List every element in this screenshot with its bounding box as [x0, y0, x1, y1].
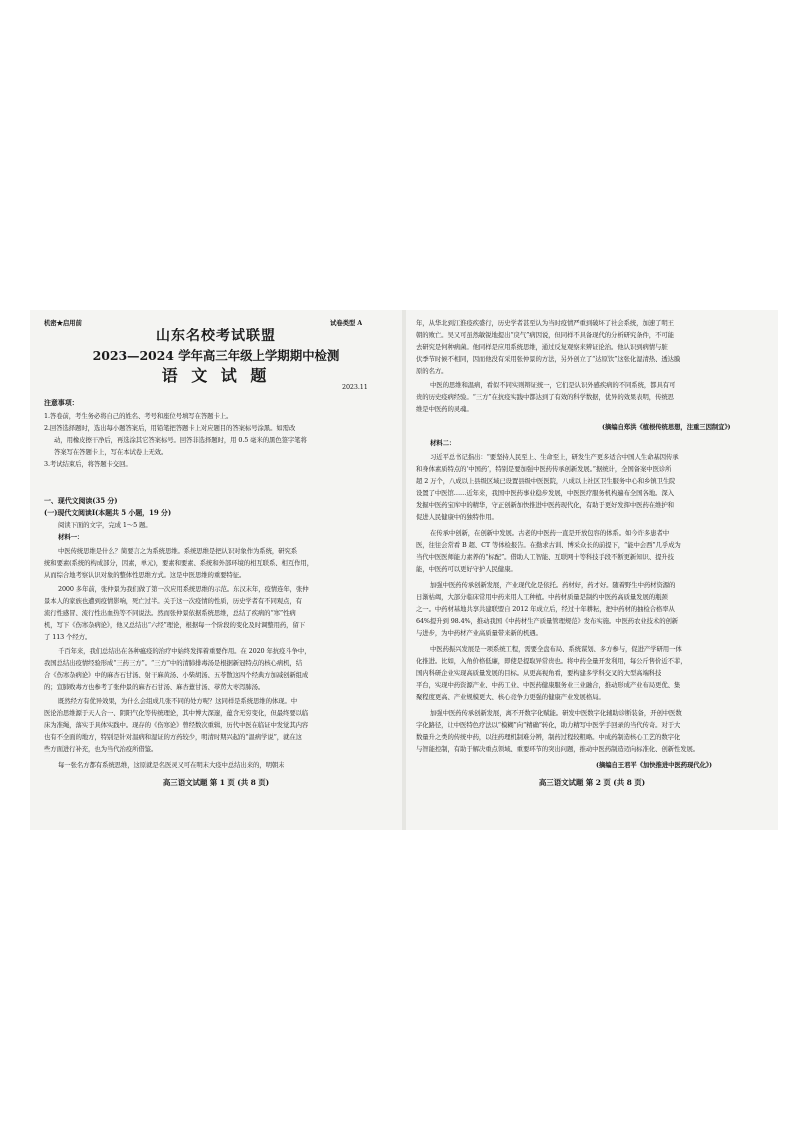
body-line: 流行性感冒、流行性出血热等不同说法。然而张仲景依据系统思维，总结了疾病的“寒”性病	[44, 609, 296, 617]
body-line: 景本人的家族也遭到疫情影响，死亡过半。关于这一次疫情的性质，历史学者有不同观点，有	[44, 597, 302, 605]
exam-name: 2023—2024 学年高三年级上学期期中检测	[92, 348, 340, 363]
source-1: (摘编自郑洪《植根传统思想，注重三因制宜》)	[602, 423, 731, 431]
body-line: 中医传统思维是什么？简要言之为系统思维。系统思维是把认识对象作为系统，研究系	[58, 547, 298, 555]
body-line: 与智能控制，有助于解决重点领域、重要环节的突出问题，推动中医药制造迈向标准化、创新性发展。	[416, 745, 700, 753]
body-line: 日渐枯竭，大部分临床常用中药来用人工种植。中药材质量是制约中医药高质量发展的瓶颈	[416, 593, 668, 601]
page-2-footer: 高三语文试题 第 2 页 (共 8 页)	[538, 778, 646, 787]
body-line: 的；宣肺败毒方也参考了张仲景的麻杏石甘汤、麻杏薏甘汤、葶苈大枣泻肺汤。	[44, 683, 265, 691]
body-line: 些方面进行补充，也为当代治疫所借鉴。	[44, 745, 158, 753]
notice-item: 答案写在答题卡上，写在本试卷上无效。	[54, 448, 168, 456]
body-line: 中医药振兴发展是一项系统工程，需要全盘布局、系统谋划、多方参与，促进产学研用一体	[430, 645, 682, 653]
body-line: 去研究是何种病菌。他同样是应用系统思维，通过反复观察来辨证论治。他认识到病情与脏	[416, 343, 668, 351]
exam-sheet	[30, 310, 778, 830]
body-line: 伏季节时候不相同，因而他没有采用张仲景的方法，另外创立了“达原饮”这张化湿清热、透达膜	[416, 355, 681, 363]
page-2	[406, 310, 778, 830]
body-line: 千百年来，我们总结出在各种瘟疫的治疗中始终发挥着重要作用。在 2020 年抗疫斗争中，	[58, 647, 311, 655]
body-line: 加强中医药传承创新发展，离不开数字化赋能。研发中医数字化辅助诊断装备，开创中医数	[430, 709, 682, 717]
material-2-label: 材料二：	[430, 439, 456, 447]
instruction-text: 阅读下面的文字，完成 1～5 题。	[58, 521, 152, 529]
body-line: 化推进。比如，入角价格低廉，即使是提取异常贵也。将中药全量开发利用，每公斤售价近不菲，	[416, 657, 687, 665]
org-title: 山东名校考试联盟	[156, 328, 276, 344]
body-line: 之一。中药材基地共享共建联盟自 2012 年成立后，经过十年耕耘，把中药材的抽检合格率从	[416, 605, 675, 613]
body-line: 也有不全面的地方，特别是针对温病和湿证的方药较少，明清时期兴起的“温病学说”，就在这	[44, 733, 302, 741]
body-line: 从而综合地考察认识对象的整体性思维方式。这是中医思维的重要特征。	[44, 571, 246, 579]
body-line: 了 113 个经方。	[44, 633, 92, 641]
body-line: 我国总结出疫情经验形成“三药三方”。“三方”中的清肺排毒汤是根据新冠特点的核心病机，结	[44, 659, 303, 667]
notice-item: 3.考试结束后，将答题卡交回。	[44, 460, 132, 468]
body-line: 能，中医药可以更好守护人民健康。	[416, 565, 517, 573]
body-line: 数量升之类的传统中药，以往药理机制难分辨，制药过程较粗略。中成药制造核心工艺的数字化	[416, 733, 681, 741]
body-line: 设置了中医馆……近年来，我国中医药事业稳步发展，中医医疗服务机构遍布全国各地。深入	[416, 489, 674, 497]
exam-type-label: 试卷类型 A	[330, 319, 363, 327]
section-title: 一、现代文阅读(35 分)	[44, 496, 118, 505]
body-line: 国内科研企业实现高质量发展的目标。从更高视角看，要构建多学科交叉的大型高端科技	[416, 669, 662, 677]
page-1-footer: 高三语文试题 第 1 页 (共 8 页)	[162, 778, 270, 787]
body-line: 促进人民健康中的独特作用。	[416, 513, 498, 521]
body-line: 机，写下《伤寒杂病论》，他又总结出“六经”理论，根据每一个阶段的变化及时调整用药，留下	[44, 621, 306, 629]
body-line: 合《伤寒杂病论》中的麻杏石甘汤、射干麻黄汤、小柴胡汤、五苓散这四个经典方加减创新组成	[44, 671, 309, 679]
body-line: 每一张名方都有系统思维，这原就是名医灵又可在明末大疫中总结出来的，明朝末	[58, 761, 285, 769]
body-line: 2000 多年前，张仲景为我们做了第一次应用系统思维的示范。东汉末年，疫情连年，张仲	[58, 585, 309, 593]
body-line: 和身体素质特点的‘中国药’，特别是要加强中医药传承创新发展。”据统计，全国备案中医诊所	[416, 465, 672, 473]
page-1	[30, 310, 402, 830]
body-line: 当代中医医师能力素养的“标配”。借助人工智能、互联网十等科技手段不断更新知识、提升技	[416, 553, 674, 561]
body-line: 加强中医药传承创新发展，产业现代化是依托。药材好，药才好。随着野生中药材资源的	[430, 581, 676, 589]
body-line: 统和要素(系统的构成部分，因素，单元)，要素和要素、系统和外部环境的相互联系、相互作用，	[44, 559, 313, 567]
body-line: 平台，实现中药资源产业、中药工业、中医药健康服务业三业融合，推动形成产业布局更优、集	[416, 681, 681, 689]
body-line: 在传承中创新，在创新中发展。古老的中医药一直是开放包容的体系。如今许多患者中	[430, 529, 670, 537]
body-line: 贵的历史疫病经验。“三方”在抗疫实践中都达到了有效的科学数据，优异的效果表明，传统思	[416, 393, 674, 401]
subsection-title: (一)现代文阅读Ⅰ(本题共 5 小题，19 分)	[44, 508, 172, 517]
subject-title: 语 文 试 题	[161, 367, 271, 385]
notice-title: 注意事项：	[44, 398, 79, 407]
body-line: 习近平总书记指出：“要坚持人民至上、生命至上，研发生产更多适合中国人生命基因传承	[430, 453, 679, 461]
body-line: 字化路径，让中医特色疗法以“模糊”向“精确”转化，助力精写中医学手回录的当代传奇。对于大	[416, 721, 681, 729]
body-line: 64%提升到 98.4%，推动我国《中药材生产质量管理规范》发布实施。中医药农业技术的创新	[416, 617, 679, 625]
body-line: 超 2 万个，八成以上县级区域已设置县级中医医院，八成以上社区卫生服务中心和乡镇卫生院	[416, 477, 676, 485]
exam-date: 2023.11	[342, 383, 368, 391]
body-line: 朝的败亡。吴又可虽然敏锐地提出“戾气”病因说，但同样不具备现代的分析研究条件，不可能	[416, 331, 674, 339]
body-line: 发掘中医药宝库中的精华，守正创新加快推进中医药现代化，有助于更好发挥中医药在维护和	[416, 501, 674, 509]
body-line: 中医的思维和温病，看似不同实则辩证统一，它们是认识外感疾病的不同系统，都具有可	[430, 381, 676, 389]
body-line: 医论治思维源于天人合一、阴阳气化等传统理论，其中博大深邃，蕴含无穷变化，但最终要以临	[44, 709, 309, 717]
secret-label: 机密★启用前	[44, 319, 82, 327]
notice-item: 1.答卷前，考生务必将自己的姓名、考号和座位号填写在答题卡上。	[44, 412, 233, 420]
notice-item: 动，用橡皮擦干净后，再选涂其它答案标号。回答非选择题时，用 0.5 毫米的黑色签字笔将	[54, 436, 307, 444]
body-line: 既然经方有优异效果，为什么会组成几张不同的处方呢？这同样是系统思维的体现。中	[58, 697, 298, 705]
notice-item: 2.回答选择题时，选出每小题答案后，用铅笔把答题卡上对应题目的答案标号涂黑。如需改	[44, 424, 296, 432]
body-line: 与进步，为中药材产业高质量带来新的机遇。	[416, 629, 542, 637]
body-line: 床为准绳，落实于具体实践中。现存的《伤寒论》曾经数次重辑，历代中医在临证中发觉其内容	[44, 721, 309, 729]
source-2: (摘编自王君平《加快推进中医药现代化》)	[596, 761, 712, 769]
body-line: 维是中医药的灵魂。	[416, 405, 473, 413]
body-line: 原的名方。	[416, 367, 448, 375]
body-line: 医，往往会常看 B 超、CT 等体检报告。在勤求古训、博采众长的前提下，“能中会西”几乎成为	[416, 541, 681, 549]
body-line: 年，从华北到江淮疫疾盛行，历史学者甚至认为当时疫情严重到破坏了社会系统，加速了明王	[416, 319, 674, 327]
body-line: 聚程度更高、产业规模更大、核心竞争力更强的健康产业发展格局。	[416, 693, 605, 701]
material-1-label: 材料一：	[58, 533, 84, 541]
